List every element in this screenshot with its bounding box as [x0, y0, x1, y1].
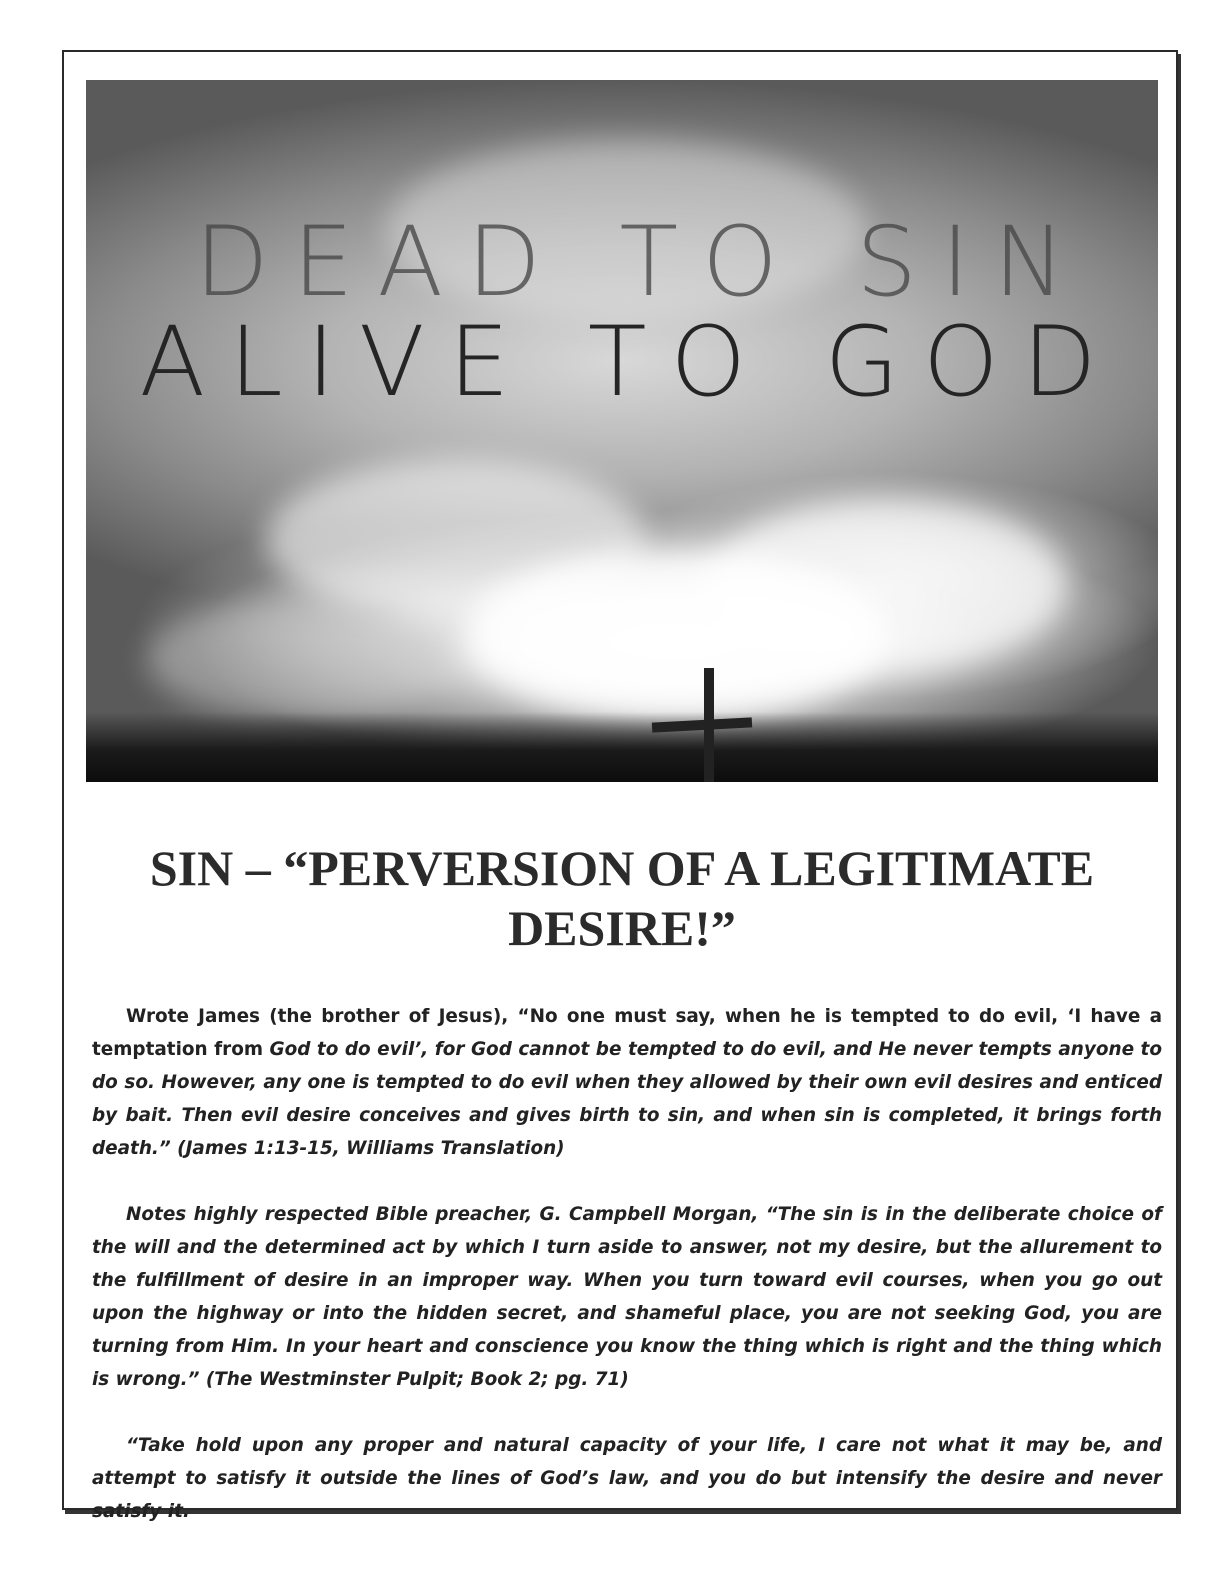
paragraph-james-rest: God to do evil’, for God cannot be tempted to do evil, and He never tempts anyone to do so. However, any one is tempted to do evil when they allowed by their own evil desires and enticed by bait. Then evil desire conceives and gives birth to sin, and when sin is completed, it brings forth death.” (James 1:13-15, Williams Translation) [92, 1039, 1162, 1159]
paragraph-james-lead: Wrote James (the brother of Jesus), “No one must say, when he is tempted to do evil, ‘I have a temptation from [92, 1006, 1162, 1060]
banner-title-line1: DEAD TO SIN [194, 206, 1090, 318]
banner-image [86, 80, 1158, 782]
banner-title [86, 206, 1158, 418]
horizon-silhouette [86, 712, 1158, 782]
banner-title-line2: ALIVE TO GOD [139, 306, 1121, 418]
paragraph-james [92, 1000, 1162, 1165]
paragraph-take-hold: “Take hold upon any proper and natural capacity of your life, I care not what it may be, and attempt to satisfy it outside the lines of God’s law, and you do but intensify the desire and never satisfy it. [92, 1435, 1162, 1522]
article-body [92, 1000, 1162, 1561]
paragraph-morgan: Notes highly respected Bible preacher, G. Campbell Morgan, “The sin is in the deliberate choice of the will and the determined act by which I turn aside to answer, not my desire, but the allurement to the fulfillment of desire in an improper way. When you turn toward evil courses, when you go out upon the highway or into the hidden secret, and shameful place, you are not seeking God, you are turning from Him. In your heart and conscience you know the thing which is right and the thing which is wrong.” (The Westminster Pulpit; Book 2; pg. 71) [92, 1204, 1162, 1390]
page-headline: SIN – “PERVERSION OF A LEGITIMATE DESIRE!” [149, 840, 1095, 956]
